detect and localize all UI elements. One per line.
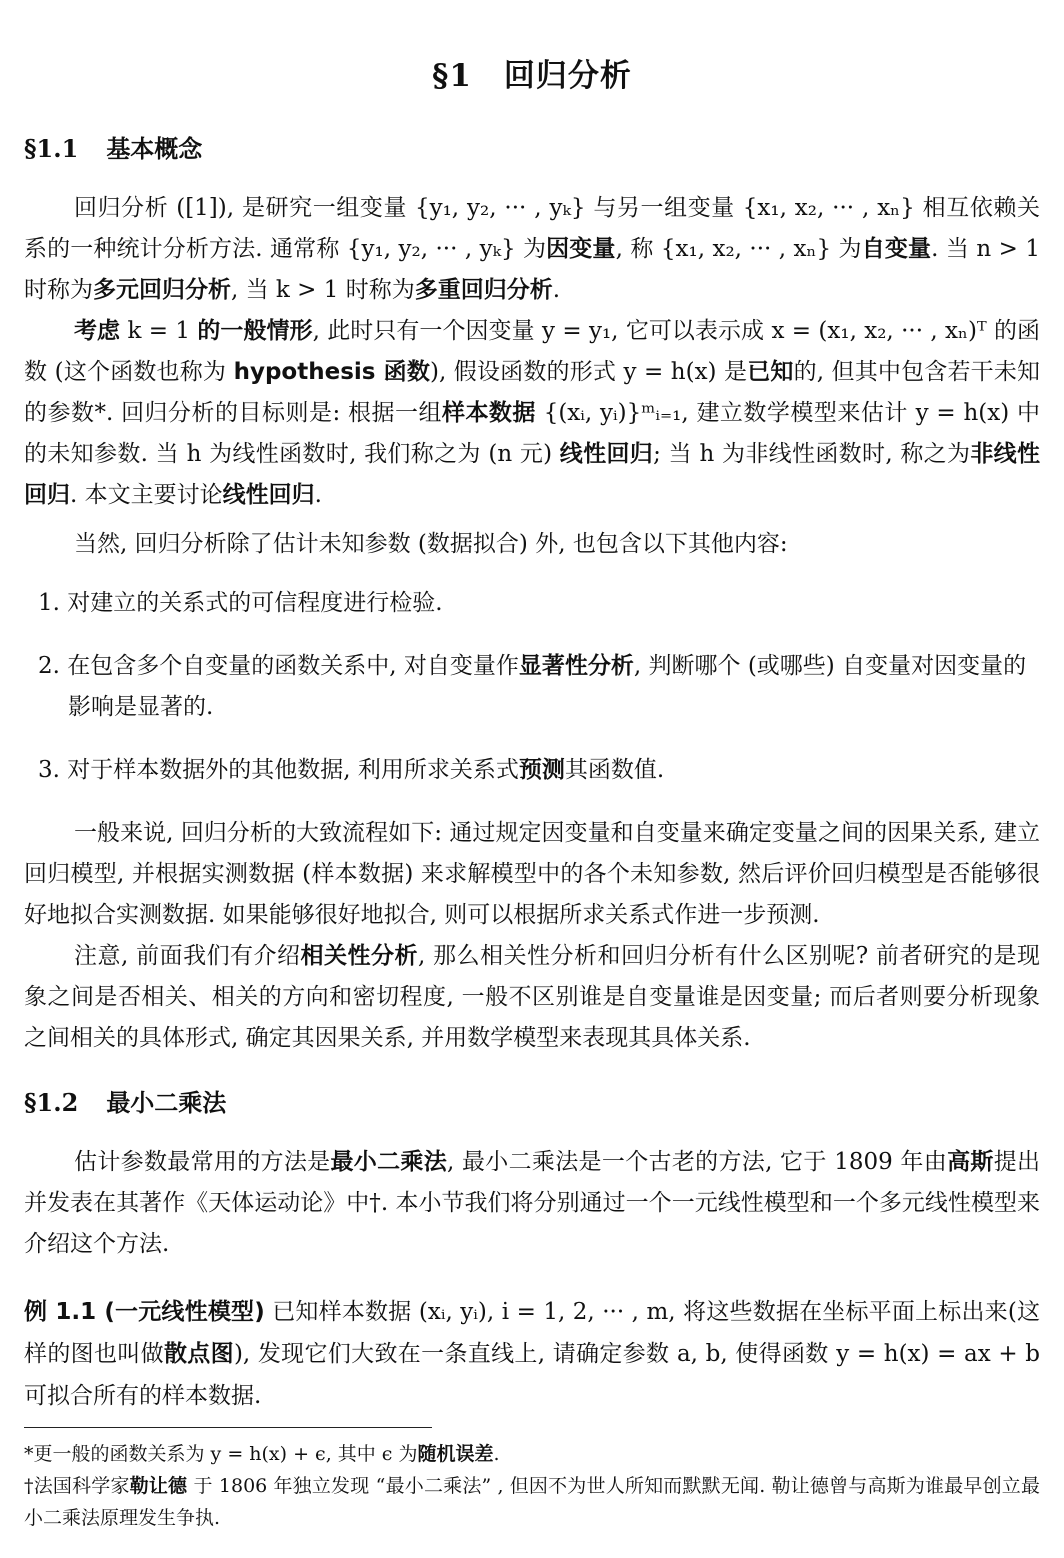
term-independent-variable: 自变量 <box>861 236 932 262</box>
paragraph-general-case: 考虑 k = 1 的一般情形, 此时只有一个因变量 y = y₁, 它可以表示成 x = (x₁, x₂, ··· , xₙ)ᵀ 的函数 (这个函数也称为 hypothesis 函数), 假设函数的形式 y = h(x) 是已知的, 但其中包含若干未知的参数*. 回归分析的目标则是: 根据一组样本数据 {(xᵢ, yᵢ)}ᵐᵢ₌₁, 建立数学模型来估计 y = h(x) 中的未知参数. 当 h 为线性函数时, 我们称之为 (n 元) 线性回归; 当 h 为非线性函数时, 称之为非线性回归. 本文主要讨论线性回归. <box>24 318 1041 508</box>
list-item: 3. 对于样本数据外的其他数据, 利用所求关系式预测其函数值. <box>38 757 665 783</box>
paragraph-other-contents: 当然, 回归分析除了估计未知参数 (数据拟合) 外, 也包含以下其他内容: <box>74 531 788 557</box>
chapter-title-text: 回归分析 <box>503 58 632 94</box>
section-title: 最小二乘法 <box>106 1089 227 1117</box>
term-sample-data: 样本数据 <box>441 400 536 426</box>
content-list <box>24 583 1040 791</box>
list-item: 2. 在包含多个自变量的函数关系中, 对自变量作显著性分析, 判断哪个 (或哪些) 自变量对因变量的影响是显著的. <box>38 653 1027 720</box>
page <box>24 40 1040 1534</box>
term-dependent-variable: 因变量 <box>546 236 616 262</box>
term-significance-analysis: 显著性分析 <box>518 653 634 679</box>
chapter-title <box>24 50 1040 95</box>
footnote-rule <box>24 1427 432 1428</box>
example-1-1: 例 1.1 (一元线性模型) 已知样本数据 (xᵢ, yᵢ), i = 1, 2, ··· , m, 将这些数据在坐标平面上标出来(这样的图也叫做散点图), 发现它们大致在一条直线上, 请确定参数 a, b, 使得函数 y = h(x) = ax + b 可拟合所有的样本数据. <box>24 1299 1040 1409</box>
term-predict: 预测 <box>518 757 565 783</box>
footnote-2: †法国科学家勒让德 于 1806 年独立发现 “最小二乘法” , 但因不为世人所知而默默无闻. 勒让德曾与高斯为谁最早创立最小二乘法原理发生争执. <box>24 1475 1040 1529</box>
term-hypothesis-function: hypothesis 函数 <box>233 359 431 385</box>
section-heading-1-2 <box>24 1083 1040 1118</box>
example-label: 例 1.1 (一元线性模型) <box>24 1299 265 1325</box>
section-number: §1.1 <box>24 134 79 163</box>
term-least-squares: 最小二乘法 <box>330 1149 448 1175</box>
list-item: 1. 对建立的关系式的可信程度进行检验. <box>38 590 443 616</box>
section-title: 基本概念 <box>106 135 203 163</box>
paragraph-correlation-vs-regression: 注意, 前面我们有介绍相关性分析, 那么相关性分析和回归分析有什么区别呢? 前者研究的是现象之间是否相关、相关的方向和密切程度, 一般不区别谁是自变量谁是因变量; 而后者则要分析现象之间相关的具体形式, 确定其因果关系, 并用数学模型来表现其具体关系. <box>24 943 1041 1051</box>
term-gauss: 高斯 <box>947 1149 994 1175</box>
term-multiple-regression: 多重回归分析 <box>414 277 553 303</box>
paragraph-intro: 回归分析 ([1]), 是研究一组变量 {y₁, y₂, ··· , yₖ} 与另一组变量 {x₁, x₂, ··· , xₙ} 相互依赖关系的一种统计分析方法. 通常称 {y₁, y₂, ··· , yₖ} 为因变量, 称 {x₁, x₂, ··· , xₙ} 为自变量. 当 n > 1 时称为多元回归分析, 当 k > 1 时称为多重回归分析. <box>24 195 1041 303</box>
term-legendre: 勒让德 <box>129 1475 188 1497</box>
section-heading-1-1 <box>24 129 1040 164</box>
section-number: §1.2 <box>24 1088 79 1117</box>
chapter-number: §1 <box>432 58 472 94</box>
term-linear-regression: 线性回归 <box>559 441 654 467</box>
term-scatter-plot: 散点图 <box>163 1341 234 1367</box>
paragraph-least-squares: 估计参数最常用的方法是最小二乘法, 最小二乘法是一个古老的方法, 它于 1809 年由高斯提出并发表在其著作《天体运动论》中†. 本小节我们将分别通过一个一元线性模型和一个多元线性模型来介绍这个方法. <box>24 1149 1041 1257</box>
term-correlation-analysis: 相关性分析 <box>300 943 418 969</box>
term-multivariate-regression: 多元回归分析 <box>93 277 231 303</box>
term-nonlinear-regression: 非线性回归 <box>24 441 1041 508</box>
paragraph-workflow: 一般来说, 回归分析的大致流程如下: 通过规定因变量和自变量来确定变量之间的因果关系, 建立回归模型, 并根据实测数据 (样本数据) 来求解模型中的各个未知参数, 然后评价回归模型是否能够很好地拟合实测数据. 如果能够很好地拟合, 则可以根据所求关系式作进一步预测. <box>24 820 1040 928</box>
footnote-1: *更一般的函数关系为 y = h(x) + ϵ, 其中 ϵ 为随机误差. <box>24 1443 500 1465</box>
term-random-error: 随机误差 <box>417 1443 494 1465</box>
